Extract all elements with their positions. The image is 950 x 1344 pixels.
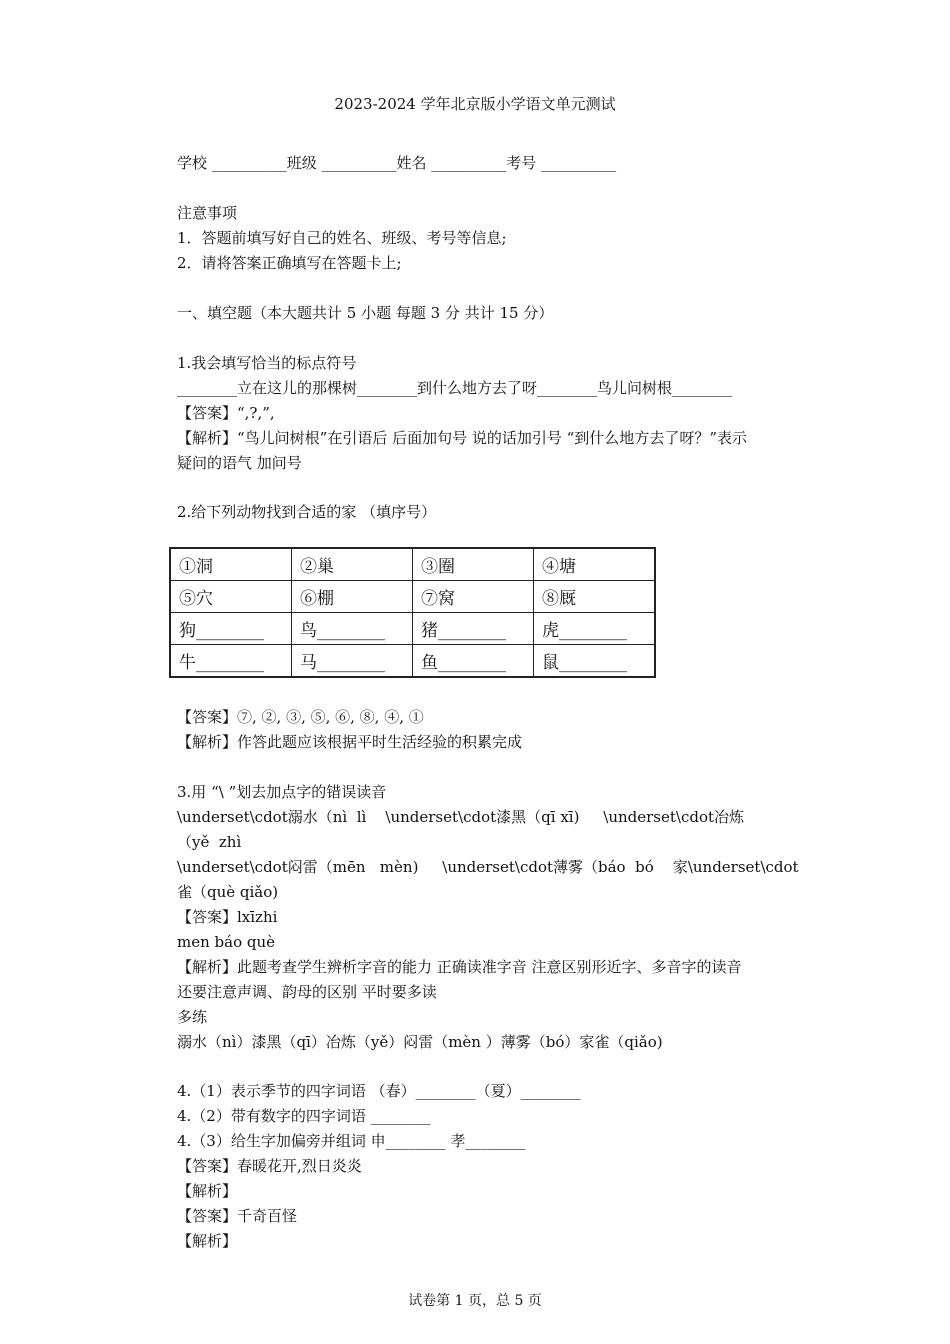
q3-analysis-line-4: 溺水（nì）漆黑（qī）冶炼（yě）闷雷（mèn ）薄雾（bó）家雀（qiǎo) [177,1033,663,1051]
page-title: 2023-2024 学年北京版小学语文单元测试 [334,95,616,113]
q4-answer-1: 【答案】春暖花开,烈日炎炎 [177,1157,362,1175]
q4-part-2: 4.（2）带有数字的四字词语 ________ [177,1107,431,1125]
q4-answer-2: 【答案】千奇百怪 [177,1207,298,1225]
q3-answer-line-2: men báo què [177,933,276,951]
table-cell: 马________ [292,645,413,678]
q1-stem: 1.我会填写恰当的标点符号 [177,354,357,372]
notice-item-1: 1．答题前填写好自己的姓名、班级、考号等信息; [177,229,507,247]
table-cell: ⑤穴 [170,581,292,613]
table-cell: 猪________ [413,613,534,645]
table-row [170,613,655,645]
q4-analysis-1: 【解析】 [177,1182,238,1200]
section-heading: 一、填空题（本大题共计 5 小题 每题 3 分 共计 15 分） [177,304,554,322]
q4-analysis-2: 【解析】 [177,1232,238,1250]
table-row [170,581,655,613]
table-cell: ⑥棚 [292,581,413,613]
student-info-line: 学校 __________班级 __________姓名 __________考号 __________ [177,154,617,172]
table-cell: 鸟________ [292,613,413,645]
q3-line-2: （yě zhì [177,833,242,851]
q1-answer: 【答案】“,?,”, [177,404,275,422]
table-cell: 牛________ [170,645,292,678]
table-cell: 狗________ [170,613,292,645]
q3-analysis-line-3: 多练 [177,1008,208,1026]
table-cell: ⑧厩 [534,581,656,613]
table-cell: ②巢 [292,548,413,581]
table-cell: ④塘 [534,548,656,581]
table-row [170,645,655,678]
table-cell: 鱼________ [413,645,534,678]
q2-stem: 2.给下列动物找到合适的家 （填序号） [177,503,437,521]
q2-analysis: 【解析】作答此题应该根据平时生活经验的积累完成 [177,733,523,751]
q3-answer-line-1: 【答案】lxīzhi [177,908,278,926]
q4-part-1: 4.（1）表示季节的四字词语 （春）________（夏）________ [177,1082,581,1100]
q2-table [169,547,656,678]
q4-part-3: 4.（3）给生字加偏旁并组词 申________ 孝________ [177,1132,526,1150]
q3-analysis-line-2: 还要注意声调、韵母的区别 平时要多读 [177,983,437,1001]
notice-title: 注意事项 [177,204,238,222]
table-cell: ①洞 [170,548,292,581]
q1-analysis-line-1: 【解析】“鸟儿问树根”在引语后 后面加句号 说的话加引号 “到什么地方去了呀？”表示 [177,429,747,447]
table-row [170,548,655,581]
table-cell: ③圈 [413,548,534,581]
q3-line-4: 雀（què qiǎo) [177,883,279,901]
table-cell: 鼠________ [534,645,656,678]
q3-line-3: \underset\cdot闷雷（mēn mèn) \underset\cdot薄雾（báo bó 家\underset\cdot [177,858,799,876]
table-cell: ⑦窝 [413,581,534,613]
table-cell: 虎________ [534,613,656,645]
q2-answer: 【答案】⑦, ②, ③, ⑤, ⑥, ⑧, ④, ① [177,708,424,726]
q3-line-1: \underset\cdot溺水（nì lì \underset\cdot漆黑（qī xī) \underset\cdot冶炼 [177,808,745,826]
q1-analysis-line-2: 疑问的语气 加问号 [177,454,302,472]
q3-stem: 3.用 “\ ”划去加点字的错误读音 [177,783,387,801]
notice-item-2: 2．请将答案正确填写在答题卡上; [177,254,402,272]
page-footer: 试卷第 1 页，总 5 页 [408,1293,542,1309]
q1-blank-line: ________立在这儿的那棵树________到什么地方去了呀________鸟儿问树根________ [177,379,733,397]
q3-analysis-line-1: 【解析】此题考查学生辨析字音的能力 正确读准字音 注意区别形近字、多音字的读音 [177,958,742,976]
